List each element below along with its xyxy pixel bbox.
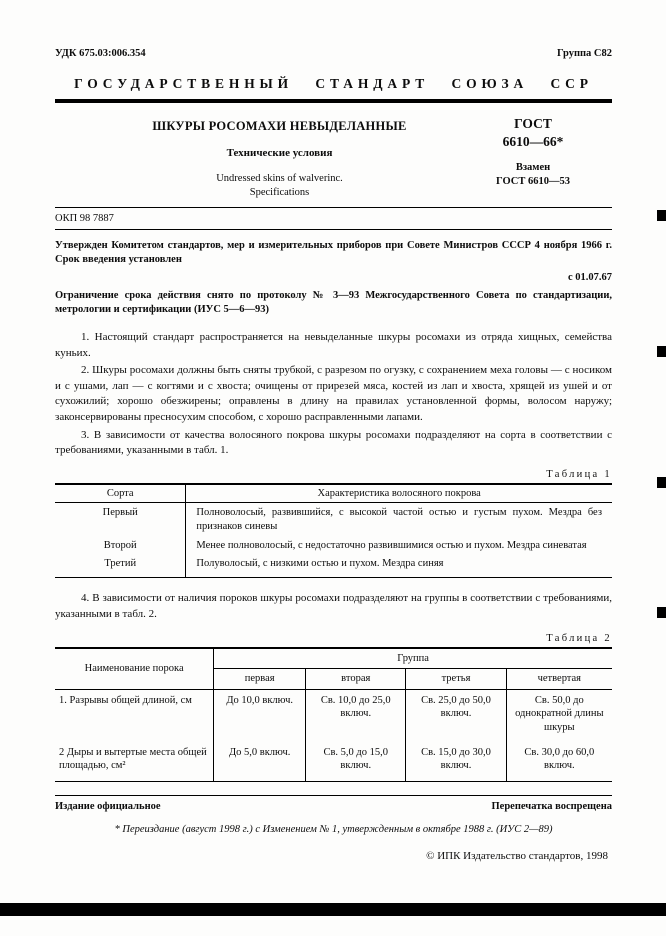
okp-code: ОКП 98 7887 [55,213,114,225]
table-row [55,554,612,577]
sort-name-cell: Второй [103,539,137,551]
paragraph-1: 1. Настоящий стандарт распространяется на невыделанные шкуры росомахи из отряда хищных, семейства куньих. [55,330,612,359]
group-code: Группа С82 [556,48,612,59]
value-cell: Св. 5,0 до 15,0 включ. [306,737,406,782]
gost-label: ГОСТ [514,116,552,131]
sort-name-cell: Третий [104,558,137,570]
bottom-scan-bar [0,903,666,916]
horizontal-rule [55,207,612,208]
sort-desc-cell: Полуволосый, с низкими остью и пухом. Мездра синяя [186,554,612,577]
title-english-line1: Undressed skins of walverinc. [216,173,343,184]
top-row [55,48,612,59]
document-title: ШКУРЫ РОСОМАХИ НЕВЫДЕЛАННЫЕ [152,119,407,133]
table-row [55,502,612,535]
value-cell: До 5,0 включ. [214,737,306,782]
column-header: Сорта [55,484,186,503]
defect-name-cell: 1. Разрывы общей длиной, см [59,694,192,706]
scan-edge-mark [657,346,666,357]
table-row [55,689,612,736]
value-cell: Св. 10,0 до 25,0 включ. [306,689,406,736]
group-header: Группа [214,648,612,669]
value-cell: Св. 15,0 до 30,0 включ. [406,737,506,782]
scan-edge-mark [657,607,666,618]
group-column-header: четвертая [506,669,612,690]
effective-date: с 01.07.67 [567,271,612,283]
defect-name-cell: 2 Дыры и вытертые места общей площадью, см² [59,746,207,772]
value-cell: Св. 50,0 до однократной длины шкуры [506,689,612,736]
header-rule [55,99,612,103]
table-header-row [55,648,612,669]
group-column-header: третья [406,669,506,690]
paragraph-4: 4. В зависимости от наличия пороков шкуры росомахи подразделяют на группы в соответствии с требованиями, указанными в табл. 2. [55,592,612,620]
approval-paragraph: Утвержден Комитетом стандартов, мер и измерительных приборов при Совете Министров СССР 4 ноября 1966 г. Срок введения установлен [55,240,612,266]
paragraph-3: 3. В зависимости от качества волосяного покрова шкуры росомахи подразделяют на сорта в соответствии с требованиями, указанными в табл. 1. [55,428,612,457]
value-cell: До 10,0 включ. [214,689,306,736]
gost-number: 6610—66* [502,133,564,149]
title-block [55,111,612,199]
value-cell: Св. 25,0 до 50,0 включ. [406,689,506,736]
replaces-number: ГОСТ 6610—53 [496,176,570,188]
copyright-line: © ИПК Издательство стандартов, 1998 [426,849,608,862]
replaces-label: Взамен [515,162,551,174]
column-header: Характеристика волосяного покрова [186,484,612,503]
scan-edge-mark [657,477,666,488]
reprint-prohibited-label: Перепечатка воспрещена [491,800,612,812]
value-cell: Св. 30,0 до 60,0 включ. [506,737,612,782]
paragraph-2: 2. Шкуры росомахи должны быть сняты трубкой, с разрезом по огузку, с сохранением меха головы — с носиком и с ушами, лап — с когтями и с хвоста; очищены от прирезей мяса, костей из лап и хвоста, хрящей из ушей и от сухожилий; хорошо обезжирены; оправлены в длину на правилах установленной формы, волосом наружу; законсервированы пресносухим способом, с хорошо расправленными лапами. [55,364,612,424]
reissue-footnote: * Переиздание (август 1998 г.) с Изменением № 1, утвержденным в октябре 1988 г. (ИУС 2—89) [114,823,553,835]
sort-name-cell: Первый [102,506,138,518]
table-header-row [55,484,612,503]
replaces-note [454,161,612,189]
table2-caption: Таблица 2 [546,632,612,644]
table1-caption: Таблица 1 [546,468,612,480]
validity-note: Ограничение срока действия снято по протоколу № 3—93 Межгосударственного Совета по стандартизации, метрологии и сертификации (ИУС 5—6—93) [55,289,612,315]
title-english-line2: Specifications [249,186,310,198]
gost-designation-block [454,111,612,199]
footer-row [55,801,612,812]
horizontal-rule [55,229,612,230]
title-left-column [55,111,454,199]
defects-table [55,647,612,782]
group-column-header: вторая [306,669,406,690]
group-column-header: первая [214,669,306,690]
footer-rule [55,795,612,796]
udk-number: УДК 675.03:006.354 [55,48,146,59]
sort-desc-cell: Полноволосый, развившийся, с высокой частой остью и густым пухом. Мездра без признаков синевы [186,502,612,535]
defect-column-header: Наименование порока [55,648,214,690]
gost-header-banner: ГОСУДАРСТВЕННЫЙ СТАНДАРТ СОЮЗА ССР [74,76,593,91]
gost-designation [454,115,612,150]
document-subtitle: Технические условия [226,147,333,159]
table-row [55,536,612,555]
official-edition-label: Издание официальное [55,800,161,812]
scan-edge-mark [657,210,666,221]
sorts-table [55,483,612,578]
table-row [55,737,612,782]
sort-desc-cell: Менее полноволосый, с недостаточно развившимися остью и пухом. Мездра синеватая [186,536,612,555]
